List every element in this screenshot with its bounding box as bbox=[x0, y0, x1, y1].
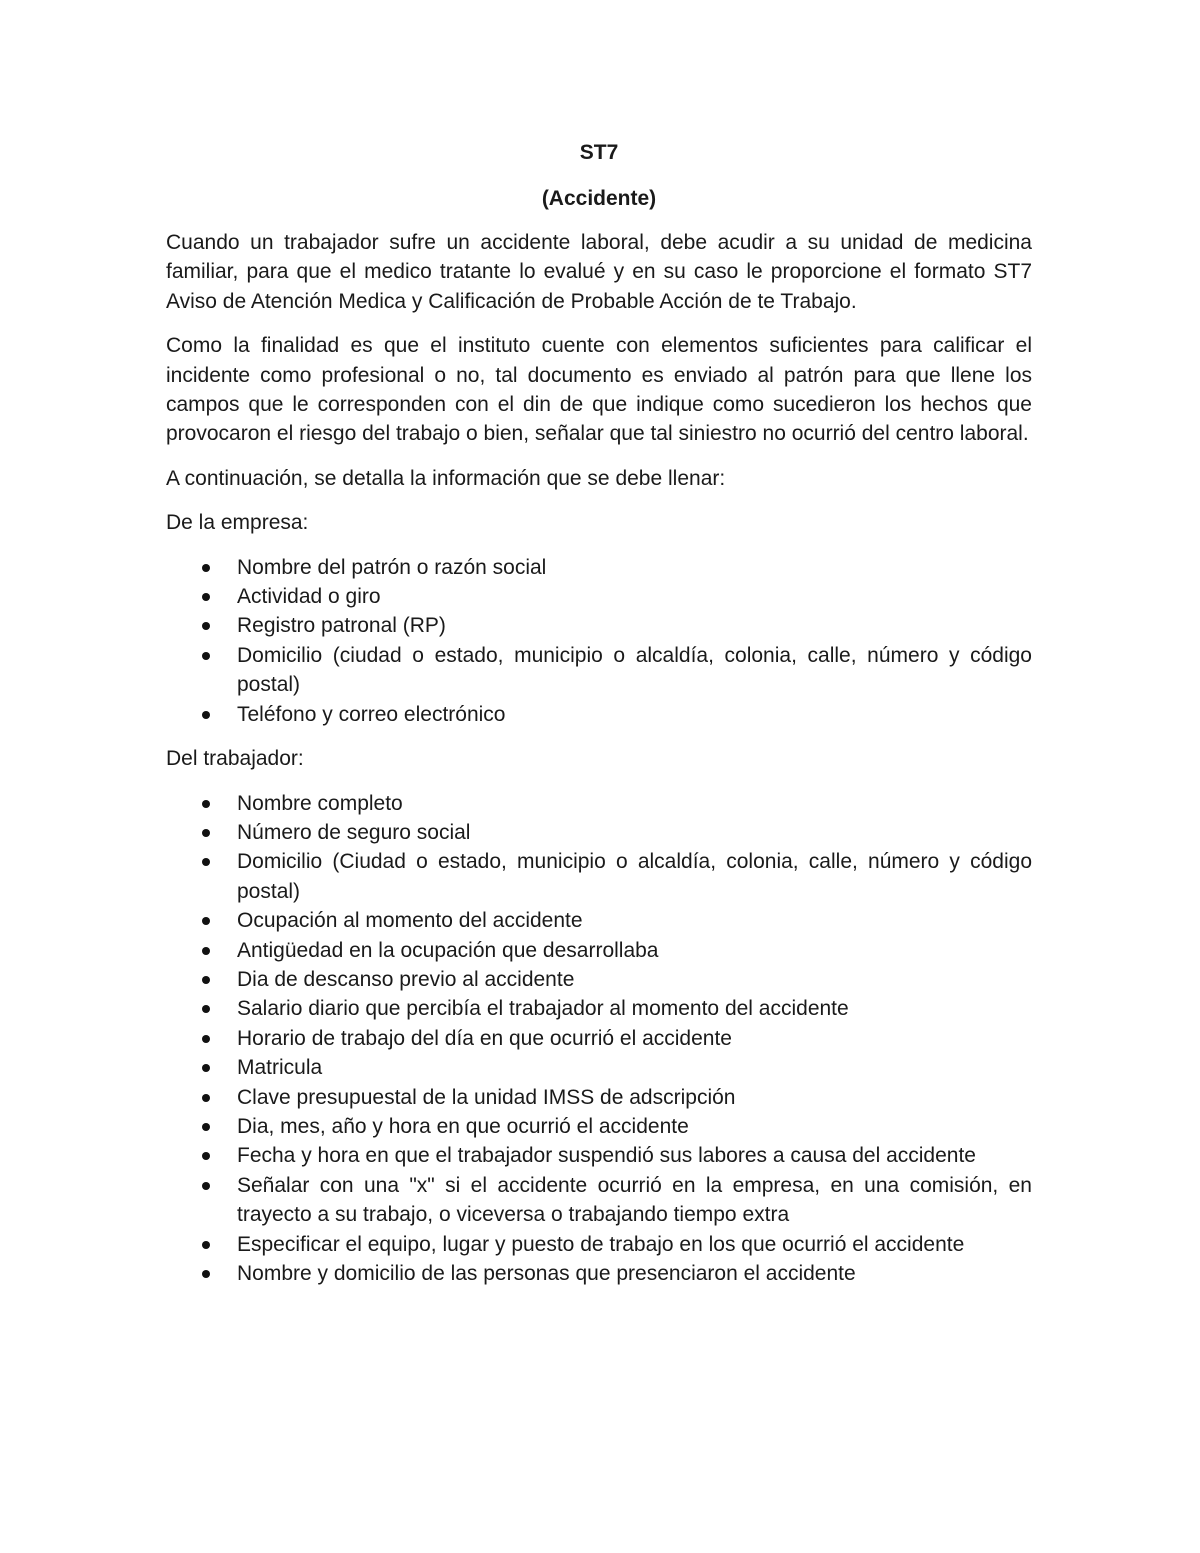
list-item-text: Domicilio (ciudad o estado, municipio o alcaldía, colonia, calle, número y código postal) bbox=[237, 643, 1032, 697]
empresa-list bbox=[166, 553, 1032, 729]
list-item bbox=[166, 1112, 1032, 1141]
list-item bbox=[166, 789, 1032, 818]
bullet-icon bbox=[202, 917, 210, 925]
list-item-text: Domicilio (Ciudad o estado, municipio o alcaldía, colonia, calle, número y código postal) bbox=[237, 850, 1032, 903]
bullet-icon bbox=[202, 652, 210, 660]
document-subtitle: (Accidente) bbox=[541, 187, 657, 210]
list-item bbox=[166, 1171, 1032, 1230]
list-item-text: Teléfono y correo electrónico bbox=[237, 702, 506, 726]
list-item bbox=[166, 700, 1032, 729]
list-item-text: Ocupación al momento del accidente bbox=[237, 909, 583, 933]
list-item-text: Nombre del patrón o razón social bbox=[237, 555, 547, 579]
bullet-icon bbox=[202, 800, 210, 808]
bullet-icon bbox=[202, 947, 210, 955]
paragraph-purpose: Como la finalidad es que el instituto cuente con elementos suficientes para calificar el incidente como profesional o no, tal documento es enviado al patrón para que llene los campos que le corresponden con el din de que indique como sucedieron los hechos que provocaron el riesgo del trabajo o bien, señalar que tal siniestro no ocurrió del centro laboral. bbox=[166, 334, 1032, 446]
list-item bbox=[166, 936, 1032, 965]
bullet-icon bbox=[202, 711, 210, 719]
bullet-icon bbox=[202, 829, 210, 837]
list-item-text: Dia de descanso previo al accidente bbox=[237, 967, 575, 991]
list-item-text: Salario diario que percibía el trabajador al momento del accidente bbox=[237, 997, 849, 1021]
list-item-text: Fecha y hora en que el trabajador suspendió sus labores a causa del accidente bbox=[237, 1144, 976, 1168]
list-item bbox=[166, 965, 1032, 994]
bullet-icon bbox=[202, 858, 210, 866]
bullet-icon bbox=[202, 1094, 210, 1102]
trabajador-list bbox=[166, 789, 1032, 1289]
list-item bbox=[166, 553, 1032, 582]
bullet-icon bbox=[202, 622, 210, 630]
list-item bbox=[166, 641, 1032, 700]
list-item bbox=[166, 906, 1032, 935]
list-item bbox=[166, 611, 1032, 640]
list-item bbox=[166, 1230, 1032, 1259]
bullet-icon bbox=[202, 1241, 210, 1249]
list-item bbox=[166, 582, 1032, 611]
list-item-text: Matricula bbox=[237, 1056, 323, 1080]
list-item-text: Nombre completo bbox=[237, 791, 403, 815]
paragraph-intro: Cuando un trabajador sufre un accidente laboral, debe acudir a su unidad de medicina familiar, para que el medico tratante lo evalué y en su caso le proporcione el formato ST7 Aviso de Atención Medica y Calificación de Probable Acción de te Trabajo. bbox=[166, 231, 1032, 313]
bullet-icon bbox=[202, 1270, 210, 1278]
list-item bbox=[166, 818, 1032, 847]
list-item-text: Señalar con una "x" si el accidente ocurrió en la empresa, en una comisión, en trayecto a su trabajo, o viceversa o trabajando tiempo extra bbox=[237, 1173, 1032, 1227]
list-item-text: Registro patronal (RP) bbox=[237, 614, 446, 638]
bullet-icon bbox=[202, 1152, 210, 1160]
list-item-text: Especificar el equipo, lugar y puesto de trabajo en los que ocurrió el accidente bbox=[237, 1232, 965, 1256]
list-item bbox=[166, 1141, 1032, 1170]
list-item-text: Clave presupuestal de la unidad IMSS de adscripción bbox=[237, 1085, 736, 1109]
bullet-icon bbox=[202, 1182, 210, 1190]
bullet-icon bbox=[202, 1035, 210, 1043]
list-item bbox=[166, 1259, 1032, 1288]
list-item bbox=[166, 1024, 1032, 1053]
document-page bbox=[166, 138, 1032, 1288]
bullet-icon bbox=[202, 564, 210, 572]
document-title: ST7 bbox=[579, 141, 619, 164]
list-item-text: Nombre y domicilio de las personas que presenciaron el accidente bbox=[237, 1262, 856, 1285]
bullet-icon bbox=[202, 976, 210, 984]
list-item-text: Antigüedad en la ocupación que desarrollaba bbox=[237, 938, 659, 962]
list-item-text: Número de seguro social bbox=[237, 820, 471, 844]
list-item bbox=[166, 1053, 1032, 1082]
bullet-icon bbox=[202, 1005, 210, 1013]
list-item-text: Dia, mes, año y hora en que ocurrió el accidente bbox=[237, 1114, 689, 1138]
list-item bbox=[166, 847, 1032, 906]
bullet-icon bbox=[202, 1064, 210, 1072]
bullet-icon bbox=[202, 1123, 210, 1131]
bullet-icon bbox=[202, 593, 210, 601]
list-item-text: Horario de trabajo del día en que ocurrió el accidente bbox=[237, 1026, 732, 1050]
list-item-text: Actividad o giro bbox=[237, 585, 381, 609]
empresa-heading: De la empresa: bbox=[166, 511, 309, 535]
paragraph-lead-in: A continuación, se detalla la información que se debe llenar: bbox=[166, 466, 726, 490]
list-item bbox=[166, 994, 1032, 1023]
trabajador-heading: Del trabajador: bbox=[166, 747, 304, 771]
list-item bbox=[166, 1083, 1032, 1112]
